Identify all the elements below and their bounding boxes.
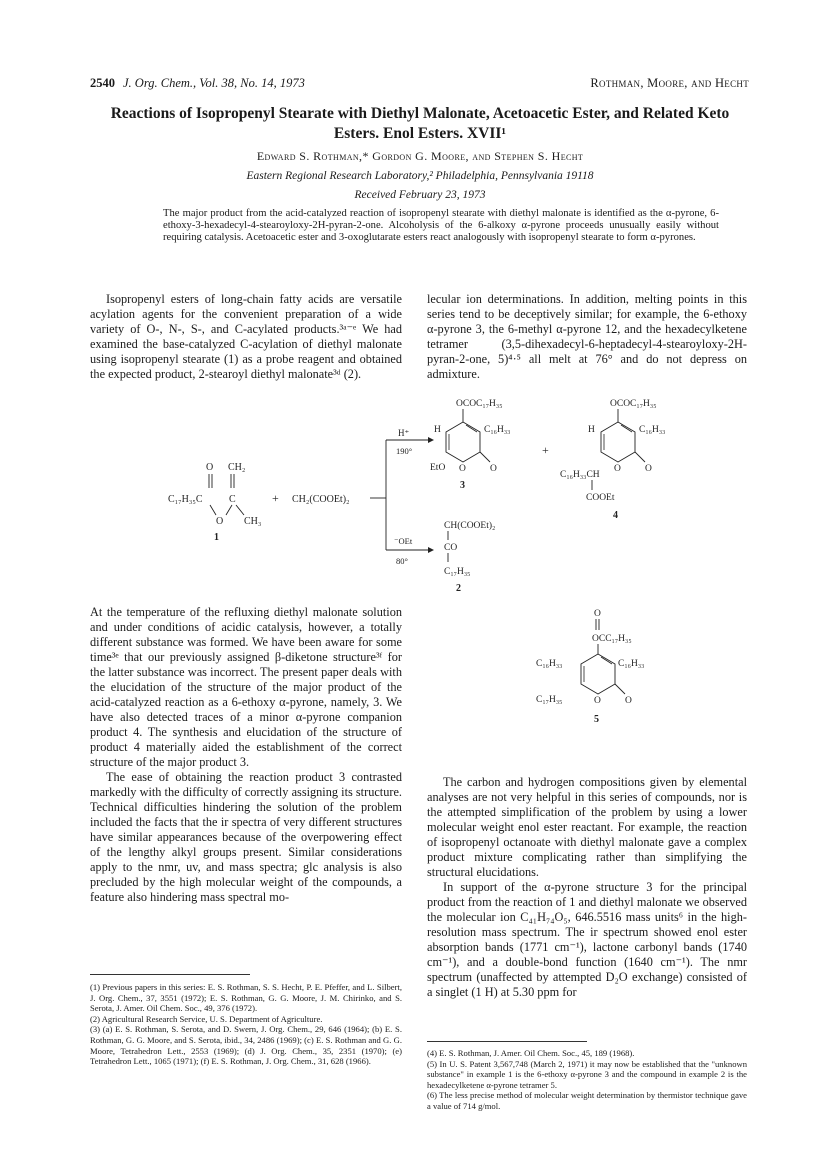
c4-acyloxy: OCOC₁₇H₃₅ xyxy=(610,399,657,409)
lower-reagent: ⁻OEt xyxy=(394,536,413,546)
footnote: (6) The less precise method of molecular weight determination by thermistor technique gave a value of 714 g/mol. xyxy=(427,1090,747,1111)
compound-number-5: 5 xyxy=(594,714,599,725)
c2-carbonyl: CO xyxy=(444,543,458,553)
arrowhead-upper xyxy=(428,437,434,443)
body-left-top xyxy=(90,292,402,382)
c5-alkyl-left: C₁₆H₃₃ xyxy=(536,659,563,669)
c5-alkyl-right: C₁₆H₃₃ xyxy=(618,659,645,669)
abstract: The major product from the acid-catalyzed reaction of isopropenyl stearate with diethyl malonate is identified as the α-pyrone, 6-ethoxy-3-hexadecyl-4-stearoyloxy-2H-pyran-2-one. Alcoholysis of the 6-alkoxy α-pyrone proceeds unusually easily without requiring catalysis. Acetoacetic ester and 3-oxoglutarate esters react analogously with isopropenyl stearate to form α-pyrones. xyxy=(163,208,719,243)
running-header-left xyxy=(90,76,305,91)
compound-number-1: 1 xyxy=(214,532,219,543)
compound-number-4: 4 xyxy=(613,510,618,521)
c3-ring xyxy=(446,422,480,462)
upper-reagent: H⁺ xyxy=(398,428,410,438)
c4-ester: COOEt xyxy=(586,493,615,503)
footnotes-right xyxy=(427,1048,747,1112)
footnote: (3) (a) E. S. Rothman, S. Serota, and D. Swern, J. Org. Chem., 29, 646 (1964); (b) E. S. Rothman, G. G. Moore, and S. Serota, ibid., 34, 2486 (1969); (c) E. S. Rothman and G. G. Moore, Tetrahedron Lett., 2553 (1969); (d) J. Org. Chem., 35, 2351 (1970); (e) Tetrahedron Lett., 1065 (1971); (f) E. S. Rothman, J. Org. Chem., 31, 628 (1966). xyxy=(90,1024,402,1067)
bond xyxy=(615,684,625,694)
c2-malonyl: CH(COOEt)₂ xyxy=(444,521,496,531)
lower-temp: 80° xyxy=(396,556,408,566)
article-title: Reactions of Isopropenyl Stearate with Diethyl Malonate, Acetoacetic Ester, and Related Keto Esters. Enol Esters. XVII¹ xyxy=(110,105,730,142)
c4-carbonyl-oxygen: O xyxy=(645,464,652,474)
footnote: (2) Agricultural Research Service, U. S. Department of Agriculture. xyxy=(90,1013,323,1024)
structure-5 xyxy=(510,604,660,740)
compound-number-3: 3 xyxy=(460,480,465,491)
c4-h: H xyxy=(588,425,595,435)
affiliation: Eastern Regional Research Laboratory,² Philadelphia, Pennsylvania 19118 xyxy=(246,170,594,182)
compound-number-2: 2 xyxy=(456,583,461,594)
footnote-rule xyxy=(90,974,250,975)
reagent-1-o-bridge: O xyxy=(216,516,224,527)
reagent-1-o: O xyxy=(206,462,214,473)
paragraph: In support of the α-pyrone structure 3 for the principal product from the reaction of 1 and diethyl malonate we observed the molecular ion C₄₁H₇₄O₅, 646.5516 mass units⁶ in the high-resolution mass spectrum. The ir spectrum showed enol ester absorption bands (1771 cm⁻¹), lactone carbonyl bands (1740 cm⁻¹), and a double-bond function (1640 cm⁻¹). The nmr spectrum (unaffected by attempted D₂O exchange) consisted of a singlet (1 H) at 5.30 ppm for xyxy=(427,880,747,999)
arrowhead-lower xyxy=(428,547,434,553)
footnote: (4) E. S. Rothman, J. Amer. Oil Chem. Soc., 45, 189 (1968). xyxy=(427,1048,635,1058)
bond xyxy=(466,425,477,432)
footnote: (1) Previous papers in this series: E. S. Rothman, S. S. Hecht, P. E. Pfeffer, and L. Silbert, J. Org. Chem., 37, 3551 (1972); E. S. Rothman, G. G. Moore, J. M. Chirinko, and S. Serota, J. Amer. Oil Chem. Soc., 49, 376 (1972). xyxy=(90,982,402,1014)
bond xyxy=(480,452,490,462)
paragraph: Isopropenyl esters of long-chain fatty acids are versatile acylation agents for the convenient preparation of a wide variety of O-, N-, S-, and C-acylated products.³ᵃ⁻ᵉ We had examined the base-catalyzed C-acylation of diethyl malonate using isopropenyl stearate (1) as a probe reagent and obtained the expected product, 2-stearoyl diethyl malonate³ᵈ (2). xyxy=(90,292,402,381)
paragraph: The ease of obtaining the reaction product 3 contrasted markedly with the difficulty of correctly assigning its structure. Technical difficulties hindering the solution of the problem included the facts that the ir spectra of very different structures have similar appearances because of the overpowering effect of the lengthy alkyl groups present. Similar considerations apply to the nmr, uv, and mass spectra; glc analysis is also precluded by the high molecular weight of the compounds, a feature also hindering mass spectral mo- xyxy=(90,770,402,904)
plus-sign-2: + xyxy=(542,443,549,457)
footnote: (5) In U. S. Patent 3,567,748 (March 2, 1971) it may now be established that the "unknown substance" in example 1 is the 6-ethoxy α-pyrone 3 and the compound in example 2 is the hexadecylketene α-pyrone tetramer 5. xyxy=(427,1058,747,1090)
c3-alkyl: C₁₆H₃₃ xyxy=(484,425,511,435)
bond xyxy=(226,505,232,515)
c5-ring-oxygen: O xyxy=(594,696,601,706)
reagent-1-c: C xyxy=(229,494,236,505)
body-right-bottom xyxy=(427,775,747,1000)
reagent-1-ch2: CH₂ xyxy=(228,462,246,473)
c3-ethoxy: EtO xyxy=(430,463,446,473)
reagent-1-acyl: C₁₇H₃₅C xyxy=(168,494,203,505)
bond xyxy=(621,425,632,432)
c4-side-chain: C₁₆H₃₃CH xyxy=(560,470,600,480)
c5-alkyl-bottom: C₁₇H₃₅ xyxy=(536,695,563,705)
journal-citation: J. Org. Chem., Vol. 38, No. 14, 1973 xyxy=(123,76,305,90)
c3-acyloxy: OCOC₁₇H₃₅ xyxy=(456,399,503,409)
c5-acyloxy: OCC₁₇H₃₅ xyxy=(592,634,632,644)
c5-carbonyl-oxygen: O xyxy=(625,696,632,706)
bond xyxy=(635,452,645,462)
c4-alkyl: C₁₆H₃₃ xyxy=(639,425,666,435)
c5-keto-oxygen: O xyxy=(594,609,601,619)
bond xyxy=(236,505,244,515)
running-header-authors: Rothman, Moore, and Hecht xyxy=(590,76,749,90)
paragraph: The carbon and hydrogen compositions given by elemental analyses are not very helpful in this series of compounds, nor is the attempted simplification of the problem by using a lower molecular weight enol ester reactant. For example, the reaction of isopropenyl octanoate with diethyl malonate gave a complex product mixture complicating rather than simplifying the structural elucidations. xyxy=(427,775,747,879)
author-list: Edward S. Rothman,* Gordon G. Moore, and Stephen S. Hecht xyxy=(256,149,584,163)
c4-ring-oxygen: O xyxy=(614,464,621,474)
body-left-bottom xyxy=(90,605,402,905)
c3-carbonyl-oxygen: O xyxy=(490,464,497,474)
plus-sign: + xyxy=(272,491,279,505)
page-number: 2540 xyxy=(90,76,115,90)
bond xyxy=(210,505,216,515)
reaction-scheme xyxy=(160,384,740,596)
body-right-top xyxy=(427,292,747,382)
c3-ring-oxygen: O xyxy=(459,464,466,474)
c4-ring xyxy=(601,422,635,462)
c5-ring xyxy=(581,654,615,694)
bond xyxy=(601,657,612,664)
paragraph: lecular ion determinations. In addition, melting points in this series tend to be deceptively similar; for example, the 6-ethoxy α-pyrone 3, the 6-methyl α-pyrone 12, and the hexadecylketene tetramer (3,5-dihexadecyl-6-heptadecyl-4-stearoyloxy-2H-pyran-2-one, 5)⁴·⁵ all melt at 76° and do not depress on admixture. xyxy=(427,292,747,381)
footnotes-left xyxy=(90,982,402,1067)
paragraph: At the temperature of the refluxing diethyl malonate solution and under conditions of acidic catalysis, however, a totally different substance was formed. We have been aware for some time³ᵉ that our previously assigned β-diketone structure³ᶠ for the latter substance was incorrect. The present paper deals with the elucidation of the structure of the major product of the acid-catalyzed reaction as a 6-ethoxy α-pyrone, namely, 3. We have also detected traces of a minor α-pyrone companion product 4. The synthesis and elucidation of the structure of product 4 materially aided the establishment of the correct structure of the major product 3. xyxy=(90,605,402,769)
c2-alkyl: C₁₇H₃₅ xyxy=(444,567,471,577)
malonate-reagent: CH₂(COOEt)₂ xyxy=(292,494,350,505)
footnote-rule xyxy=(427,1041,587,1042)
upper-temp: 190° xyxy=(396,446,413,456)
c3-h: H xyxy=(434,425,441,435)
reagent-1-ch3: CH₃ xyxy=(244,516,262,527)
received-date: Received February 23, 1973 xyxy=(354,189,486,201)
